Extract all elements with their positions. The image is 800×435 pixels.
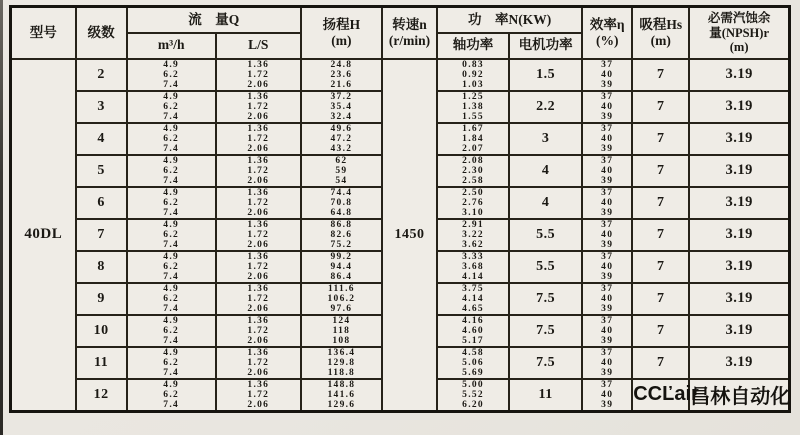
npsh-cell: 3.19: [689, 347, 789, 379]
efficiency-cell: [582, 283, 632, 315]
flow-ls-cell-value: 1.72: [247, 325, 270, 336]
flow-ls-cell-value: 1.72: [247, 389, 270, 400]
flow-m3h-cell-value: 6.2: [163, 165, 180, 176]
flow-m3h-cell-value: 7.4: [163, 271, 180, 282]
flow-m3h-cell-value: 4.9: [163, 315, 180, 326]
efficiency-cell: [582, 315, 632, 347]
flow-ls-cell-value: 1.36: [247, 379, 270, 390]
flow-ls-cell-value: 1.72: [247, 293, 270, 304]
flow-ls-cell: [216, 91, 301, 123]
flow-ls-cell-value: 1.72: [247, 101, 270, 112]
efficiency-cell-value: 40: [601, 325, 614, 336]
header-stages: 级数: [76, 7, 127, 59]
flow-m3h-cell-value: 4.9: [163, 59, 180, 70]
suction-cell: 7: [632, 59, 689, 91]
suction-cell: 7: [632, 219, 689, 251]
flow-m3h-cell: [127, 251, 216, 283]
head-cell-value: 21.6: [330, 79, 353, 90]
shaft-power-cell-value: 6.20: [462, 399, 484, 410]
motor-power-cell: 5.5: [509, 251, 582, 283]
head-cell-value: 118.8: [327, 367, 356, 378]
efficiency-cell: [582, 219, 632, 251]
motor-power-cell: 7.5: [509, 283, 582, 315]
shaft-power-cell-value: 5.06: [462, 357, 484, 368]
flow-ls-cell-value: 1.36: [247, 315, 270, 326]
shaft-power-cell-value: 5.00: [462, 379, 484, 390]
flow-m3h-cell-value: 4.9: [163, 219, 180, 230]
table-body: [11, 59, 790, 412]
flow-ls-cell-value: 1.36: [247, 123, 270, 134]
efficiency-cell-value: 37: [601, 59, 614, 70]
header-npsh: [689, 7, 789, 59]
head-cell-value: 75.2: [330, 239, 353, 250]
efficiency-cell-value: 40: [601, 261, 614, 272]
shaft-power-cell: [437, 123, 509, 155]
shaft-power-cell-value: 1.38: [462, 101, 484, 112]
flow-m3h-cell-value: 6.2: [163, 197, 180, 208]
shaft-power-cell: [437, 315, 509, 347]
shaft-power-cell-value: 1.25: [462, 91, 484, 102]
flow-ls-cell: [216, 155, 301, 187]
suction-cell: 7: [632, 123, 689, 155]
efficiency-cell-value: 37: [601, 315, 614, 326]
flow-ls-cell-value: 2.06: [247, 367, 270, 378]
efficiency-cell-value: 39: [601, 175, 614, 186]
flow-m3h-cell: [127, 91, 216, 123]
head-cell-value: 94.4: [330, 261, 353, 272]
flow-ls-cell-value: 1.72: [247, 165, 270, 176]
flow-m3h-cell: [127, 315, 216, 347]
flow-ls-cell-value: 2.06: [247, 79, 270, 90]
head-cell-value: 47.2: [330, 133, 353, 144]
header-motor-power: 电机功率: [509, 33, 582, 59]
npsh-cell: 3.19: [689, 219, 789, 251]
flow-m3h-cell-value: 6.2: [163, 229, 180, 240]
shaft-power-cell-value: 5.69: [462, 367, 484, 378]
flow-ls-cell-value: 1.72: [247, 261, 270, 272]
flow-m3h-cell: [127, 123, 216, 155]
header-efficiency-unit: (%): [595, 32, 619, 48]
npsh-cell: 3.19: [689, 187, 789, 219]
head-cell-value: 49.6: [330, 123, 353, 134]
shaft-power-cell-value: 0.92: [462, 69, 484, 80]
head-cell-value: 64.8: [330, 207, 353, 218]
shaft-power-cell-value: 1.67: [462, 123, 484, 134]
efficiency-cell-value: 40: [601, 197, 614, 208]
efficiency-cell-value: 39: [601, 367, 614, 378]
suction-cell: 7: [632, 187, 689, 219]
head-cell: [301, 347, 382, 379]
flow-ls-cell: [216, 315, 301, 347]
head-cell: [301, 59, 382, 91]
efficiency-cell-value: 39: [601, 335, 614, 346]
efficiency-cell-value: 39: [601, 79, 614, 90]
shaft-power-cell-value: 5.17: [462, 335, 484, 346]
flow-m3h-cell-value: 4.9: [163, 187, 180, 198]
pump-spec-table: [9, 5, 791, 413]
efficiency-cell-value: 37: [601, 91, 614, 102]
head-cell-value: 124: [332, 315, 351, 326]
efficiency-cell-value: 37: [601, 219, 614, 230]
flow-m3h-cell-value: 7.4: [163, 175, 180, 186]
header-flow: 流 量Q: [127, 7, 301, 33]
stage-cell: 5: [76, 155, 127, 187]
header-suction-unit: (m): [650, 32, 671, 48]
head-cell-value: 62: [335, 155, 348, 166]
shaft-power-cell: [437, 155, 509, 187]
flow-ls-cell: [216, 59, 301, 91]
efficiency-cell-value: 39: [601, 303, 614, 314]
stage-cell: 4: [76, 123, 127, 155]
shaft-power-cell-value: 3.10: [462, 207, 484, 218]
stage-cell: 9: [76, 283, 127, 315]
flow-m3h-cell: [127, 187, 216, 219]
efficiency-cell: [582, 379, 632, 412]
efficiency-cell-value: 40: [601, 357, 614, 368]
flow-ls-cell: [216, 379, 301, 412]
head-cell-value: 99.2: [330, 251, 353, 262]
efficiency-cell-value: 39: [601, 207, 614, 218]
flow-ls-cell-value: 2.06: [247, 207, 270, 218]
head-cell-value: 136.4: [327, 347, 356, 358]
head-cell: [301, 315, 382, 347]
head-cell-value: 32.4: [330, 111, 353, 122]
flow-m3h-cell-value: 4.9: [163, 91, 180, 102]
shaft-power-cell: [437, 91, 509, 123]
shaft-power-cell-value: 3.75: [462, 283, 484, 294]
shaft-power-cell-value: 1.84: [462, 133, 484, 144]
npsh-cell: 3.19: [689, 91, 789, 123]
head-cell-value: 74.4: [330, 187, 353, 198]
shaft-power-cell: [437, 219, 509, 251]
shaft-power-cell-value: 5.52: [462, 389, 484, 400]
efficiency-cell-value: 39: [601, 111, 614, 122]
suction-cell: 7: [632, 347, 689, 379]
shaft-power-cell-value: 4.60: [462, 325, 484, 336]
efficiency-cell-value: 39: [601, 143, 614, 154]
motor-power-cell: 2.2: [509, 91, 582, 123]
motor-power-cell: 7.5: [509, 315, 582, 347]
flow-m3h-cell-value: 7.4: [163, 79, 180, 90]
suction-cell: 7: [632, 251, 689, 283]
motor-power-cell: 7.5: [509, 347, 582, 379]
header-npsh-label-1: 必需汽蚀余: [707, 11, 771, 26]
efficiency-cell-value: 40: [601, 133, 614, 144]
flow-m3h-cell-value: 7.4: [163, 207, 180, 218]
flow-m3h-cell-value: 6.2: [163, 69, 180, 80]
flow-ls-cell-value: 1.36: [247, 59, 270, 70]
header-flow-m3h: m³/h: [127, 33, 216, 59]
stage-cell: 2: [76, 59, 127, 91]
motor-power-cell: 4: [509, 187, 582, 219]
shaft-power-cell: [437, 283, 509, 315]
flow-m3h-cell: [127, 379, 216, 412]
flow-ls-cell-value: 2.06: [247, 175, 270, 186]
head-cell-value: 82.6: [330, 229, 353, 240]
efficiency-cell-value: 37: [601, 155, 614, 166]
efficiency-cell-value: 37: [601, 187, 614, 198]
flow-m3h-cell-value: 4.9: [163, 123, 180, 134]
flow-ls-cell-value: 1.36: [247, 347, 270, 358]
flow-m3h-cell: [127, 283, 216, 315]
header-efficiency: [582, 7, 632, 59]
header-shaft-power: 轴功率: [437, 33, 509, 59]
efficiency-cell-value: 40: [601, 229, 614, 240]
header-speed-label: 转速n: [392, 16, 427, 32]
flow-ls-cell-value: 1.36: [247, 251, 270, 262]
efficiency-cell-value: 39: [601, 399, 614, 410]
efficiency-cell-value: 37: [601, 251, 614, 262]
flow-ls-cell-value: 1.36: [247, 187, 270, 198]
flow-m3h-cell-value: 6.2: [163, 293, 180, 304]
header-model: 型号: [11, 7, 76, 59]
efficiency-cell: [582, 123, 632, 155]
header-suction-label: 吸程Hs: [639, 16, 683, 32]
flow-m3h-cell: [127, 347, 216, 379]
stage-cell: 11: [76, 347, 127, 379]
header-speed: [382, 7, 437, 59]
head-cell-value: 97.6: [330, 303, 353, 314]
flow-ls-cell-value: 1.36: [247, 219, 270, 230]
flow-m3h-cell-value: 7.4: [163, 303, 180, 314]
flow-m3h-cell-value: 4.9: [163, 379, 180, 390]
shaft-power-cell-value: 3.22: [462, 229, 484, 240]
shaft-power-cell-value: 4.16: [462, 315, 484, 326]
head-cell: [301, 187, 382, 219]
shaft-power-cell: [437, 347, 509, 379]
efficiency-cell: [582, 251, 632, 283]
efficiency-cell-value: 37: [601, 123, 614, 134]
npsh-cell: 3.19: [689, 315, 789, 347]
flow-m3h-cell-value: 7.4: [163, 367, 180, 378]
flow-m3h-cell-value: 7.4: [163, 111, 180, 122]
shaft-power-cell-value: 0.83: [462, 59, 484, 70]
stage-cell: 10: [76, 315, 127, 347]
stage-cell: 8: [76, 251, 127, 283]
flow-m3h-cell: [127, 59, 216, 91]
head-cell-value: 108: [332, 335, 351, 346]
head-cell-value: 111.6: [327, 283, 355, 294]
head-cell-value: 35.4: [330, 101, 353, 112]
flow-m3h-cell-value: 7.4: [163, 143, 180, 154]
head-cell-value: 54: [335, 175, 348, 186]
head-cell-value: 24.8: [330, 59, 353, 70]
head-cell-value: 23.6: [330, 69, 353, 80]
npsh-cell: 3.19: [689, 59, 789, 91]
efficiency-cell: [582, 59, 632, 91]
head-cell: [301, 123, 382, 155]
flow-m3h-cell-value: 4.9: [163, 347, 180, 358]
flow-ls-cell: [216, 283, 301, 315]
head-cell-value: 118: [332, 325, 351, 336]
suction-cell: 7: [632, 315, 689, 347]
flow-ls-cell: [216, 219, 301, 251]
flow-m3h-cell-value: 7.4: [163, 335, 180, 346]
shaft-power-cell-value: 2.30: [462, 165, 484, 176]
head-cell-value: 148.8: [327, 379, 356, 390]
shaft-power-cell-value: 2.76: [462, 197, 484, 208]
stage-cell: 12: [76, 379, 127, 412]
efficiency-cell-value: 37: [601, 347, 614, 358]
flow-ls-cell-value: 2.06: [247, 239, 270, 250]
head-cell-value: 129.8: [327, 357, 356, 368]
header-power: 功 率N(KW): [437, 7, 582, 33]
header-head: [301, 7, 382, 59]
shaft-power-cell-value: 3.33: [462, 251, 484, 262]
header-npsh-label-2: 量(NPSH)r: [709, 25, 769, 40]
shaft-power-cell-value: 2.07: [462, 143, 484, 154]
efficiency-cell-value: 37: [601, 379, 614, 390]
flow-m3h-cell-value: 6.2: [163, 389, 180, 400]
header-efficiency-label: 效率η: [589, 16, 625, 32]
flow-ls-cell: [216, 251, 301, 283]
flow-ls-cell-value: 2.06: [247, 271, 270, 282]
flow-m3h-cell: [127, 155, 216, 187]
npsh-cell: 3.19: [689, 123, 789, 155]
flow-m3h-cell-value: 4.9: [163, 283, 180, 294]
flow-m3h-cell-value: 6.2: [163, 101, 180, 112]
head-cell: [301, 91, 382, 123]
flow-ls-cell-value: 2.06: [247, 335, 270, 346]
shaft-power-cell-value: 2.58: [462, 175, 484, 186]
motor-power-cell: 1.5: [509, 59, 582, 91]
shaft-power-cell-value: 2.91: [462, 219, 484, 230]
shaft-power-cell: [437, 379, 509, 412]
head-cell-value: 129.6: [327, 399, 356, 410]
table-row: [11, 59, 790, 91]
flow-m3h-cell-value: 6.2: [163, 133, 180, 144]
shaft-power-cell-value: 4.14: [462, 293, 484, 304]
flow-ls-cell-value: 2.06: [247, 111, 270, 122]
efficiency-cell: [582, 155, 632, 187]
table-header: [11, 7, 790, 59]
flow-ls-cell: [216, 187, 301, 219]
head-cell: [301, 155, 382, 187]
motor-power-cell: 11: [509, 379, 582, 412]
flow-ls-cell-value: 1.36: [247, 91, 270, 102]
efficiency-cell-value: 40: [601, 69, 614, 80]
stage-cell: 3: [76, 91, 127, 123]
scan-edge-artifact: [0, 0, 3, 435]
shaft-power-cell-value: 2.08: [462, 155, 484, 166]
shaft-power-cell: [437, 187, 509, 219]
shaft-power-cell-value: 2.50: [462, 187, 484, 198]
watermark-cclair: CCĽair: [632, 379, 689, 412]
suction-cell: 7: [632, 283, 689, 315]
flow-m3h-cell-value: 4.9: [163, 251, 180, 262]
shaft-power-cell-value: 1.55: [462, 111, 484, 122]
stage-cell: 7: [76, 219, 127, 251]
efficiency-cell-value: 40: [601, 165, 614, 176]
flow-ls-cell-value: 1.72: [247, 69, 270, 80]
motor-power-cell: 4: [509, 155, 582, 187]
flow-ls-cell: [216, 347, 301, 379]
flow-m3h-cell-value: 6.2: [163, 325, 180, 336]
head-cell-value: 70.8: [330, 197, 353, 208]
flow-ls-cell-value: 1.36: [247, 283, 270, 294]
efficiency-cell-value: 39: [601, 271, 614, 282]
flow-ls-cell-value: 2.06: [247, 143, 270, 154]
head-cell: [301, 283, 382, 315]
npsh-cell: 3.19: [689, 283, 789, 315]
head-cell-value: 59: [335, 165, 348, 176]
flow-m3h-cell-value: 4.9: [163, 155, 180, 166]
efficiency-cell: [582, 91, 632, 123]
efficiency-cell: [582, 187, 632, 219]
flow-ls-cell: [216, 123, 301, 155]
efficiency-cell-value: 39: [601, 239, 614, 250]
flow-ls-cell-value: 1.72: [247, 357, 270, 368]
header-flow-ls: L/S: [216, 33, 301, 59]
shaft-power-cell-value: 3.62: [462, 239, 484, 250]
head-cell: [301, 379, 382, 412]
flow-m3h-cell: [127, 219, 216, 251]
watermark-changlin: 昌林自动化: [689, 379, 789, 412]
header-head-label: 扬程H: [322, 16, 361, 32]
flow-m3h-cell-value: 7.4: [163, 239, 180, 250]
header-suction: [632, 7, 689, 59]
shaft-power-cell-value: 4.65: [462, 303, 484, 314]
head-cell-value: 37.2: [330, 91, 353, 102]
header-npsh-unit: (m): [729, 39, 749, 54]
efficiency-cell-value: 40: [601, 389, 614, 400]
suction-cell: 7: [632, 91, 689, 123]
stage-cell: 6: [76, 187, 127, 219]
head-cell-value: 141.6: [327, 389, 356, 400]
shaft-power-cell: [437, 251, 509, 283]
speed-cell: 1450: [382, 59, 437, 412]
motor-power-cell: 5.5: [509, 219, 582, 251]
head-cell-value: 43.2: [330, 143, 353, 154]
model-cell: 40DL: [11, 59, 76, 412]
header-row-1: [11, 7, 790, 33]
efficiency-cell-value: 37: [601, 283, 614, 294]
flow-ls-cell-value: 2.06: [247, 303, 270, 314]
head-cell: [301, 219, 382, 251]
header-head-unit: (m): [331, 32, 352, 48]
flow-ls-cell-value: 2.06: [247, 399, 270, 410]
flow-m3h-cell-value: 6.2: [163, 357, 180, 368]
shaft-power-cell-value: 4.14: [462, 271, 484, 282]
efficiency-cell-value: 40: [601, 293, 614, 304]
flow-ls-cell-value: 1.72: [247, 229, 270, 240]
shaft-power-cell: [437, 59, 509, 91]
head-cell: [301, 251, 382, 283]
flow-ls-cell-value: 1.72: [247, 197, 270, 208]
efficiency-cell-value: 40: [601, 101, 614, 112]
flow-m3h-cell-value: 7.4: [163, 399, 180, 410]
npsh-cell: 3.19: [689, 155, 789, 187]
head-cell-value: 106.2: [327, 293, 356, 304]
shaft-power-cell-value: 1.03: [462, 79, 484, 90]
efficiency-cell: [582, 347, 632, 379]
npsh-cell: 3.19: [689, 251, 789, 283]
head-cell-value: 86.4: [330, 271, 353, 282]
shaft-power-cell-value: 3.68: [462, 261, 484, 272]
suction-cell: 7: [632, 155, 689, 187]
flow-ls-cell-value: 1.72: [247, 133, 270, 144]
flow-m3h-cell-value: 6.2: [163, 261, 180, 272]
head-cell-value: 86.8: [330, 219, 353, 230]
flow-ls-cell-value: 1.36: [247, 155, 270, 166]
motor-power-cell: 3: [509, 123, 582, 155]
header-speed-unit: (r/min): [388, 32, 431, 48]
shaft-power-cell-value: 4.58: [462, 347, 484, 358]
